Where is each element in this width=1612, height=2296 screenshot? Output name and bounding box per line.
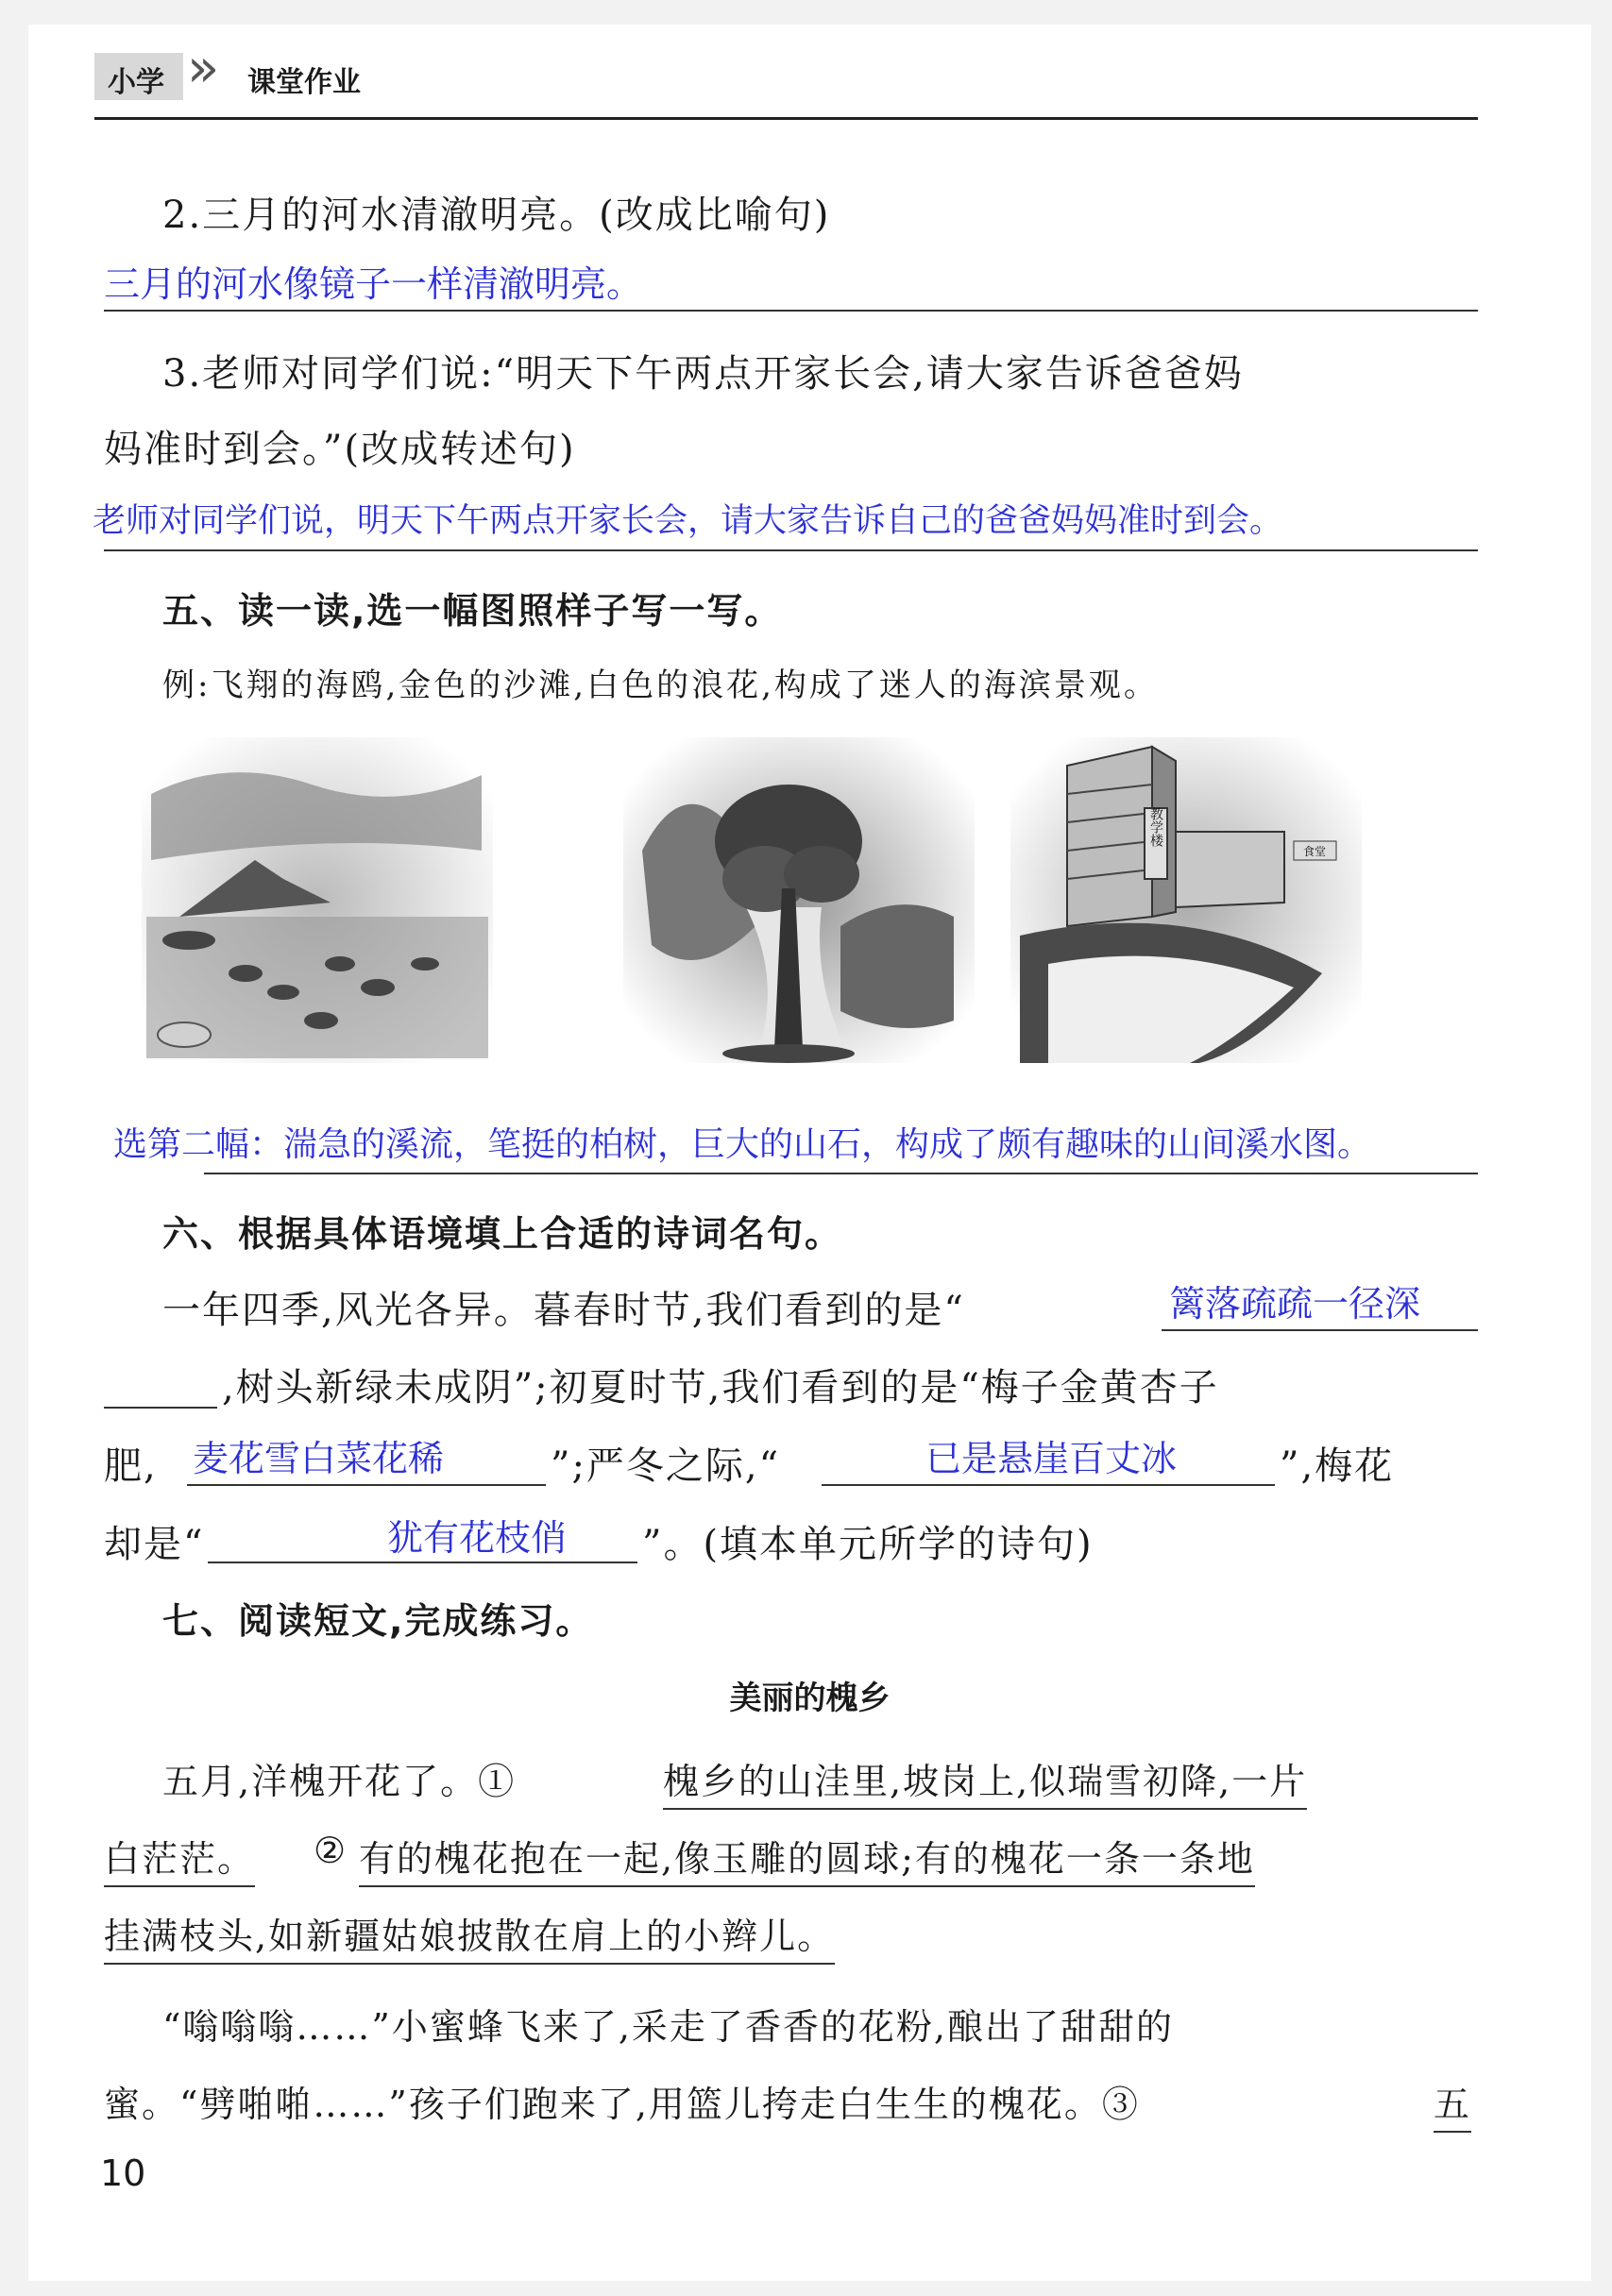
- section6-line1: 一年四季,风光各异。暮春时节,我们看到的是“: [162, 1289, 965, 1332]
- passage-sentence2: 有的槐花抱在一起,像玉雕的圆球;有的槐花一条一条地: [359, 1830, 1255, 1887]
- header-tag-text: 小学: [108, 66, 164, 99]
- passage-sentence1-end: 白茫茫。: [104, 1830, 255, 1887]
- section6-answer3: 已是悬崖百丈冰: [925, 1438, 1178, 1479]
- q3-answer-line: [104, 549, 1478, 551]
- section5-answer: 选第二幅：湍急的溪流，笔挺的柏树，巨大的山石，构成了颇有趣味的山间溪水图。: [113, 1125, 1372, 1164]
- q2-prompt: 2.三月的河水清澈明亮。(改成比喻句): [162, 194, 831, 237]
- section6-answer2: 麦花雪白菜花稀: [193, 1438, 445, 1479]
- section6-answer4: 犹有花枝俏: [387, 1517, 568, 1559]
- page-number: 10: [100, 2152, 146, 2194]
- passage-sentence1: 槐乡的山洼里,坡岗上,似瑞雪初降,一片: [663, 1752, 1307, 1810]
- section7-heading: 七、阅读短文,完成练习。: [162, 1600, 594, 1642]
- section6-blank1-cont: [104, 1407, 217, 1409]
- q2-answer: 三月的河水像镜子一样清澈明亮。: [104, 263, 643, 305]
- section6-heading: 六、根据具体语境填上合适的诗词名句。: [162, 1213, 843, 1255]
- header-title: 课堂作业: [247, 66, 361, 99]
- section6-line3-end: ”,梅花: [1280, 1444, 1395, 1488]
- q3-prompt-line1: 3.老师对同学们说:“明天下午两点开家长会,请大家告诉爸爸妈: [162, 352, 1244, 396]
- header-rule: [94, 117, 1478, 120]
- q3-prompt-line2: 妈准时到会。”(改成转述句): [104, 428, 576, 471]
- worksheet-page: [28, 25, 1591, 2281]
- section6-answer1: 篱落疏疏一径深: [1169, 1283, 1421, 1325]
- header-chevron-icon: »: [187, 38, 220, 99]
- section6-blank1: [1162, 1329, 1478, 1331]
- section5-heading: 五、读一读,选一幅图照样子写一写。: [162, 590, 783, 632]
- section6-line4-end: ”。(填本单元所学的诗句): [642, 1523, 1094, 1566]
- section6-line3-start: 肥,: [104, 1444, 158, 1488]
- section6-blank2: [187, 1484, 546, 1486]
- grassland-sheep-illustration: [142, 737, 493, 1063]
- passage-p2-line2: 蜜。“劈啪啪……”孩子们跑来了,用篮儿挎走白生生的槐花。③: [104, 2084, 1140, 2125]
- passage-p1-start: 五月,洋槐开花了。①: [162, 1761, 517, 1802]
- section6-line4-start: 却是“: [104, 1523, 205, 1566]
- passage-title: 美丽的槐乡: [729, 1680, 891, 1717]
- passage-marker2: ②: [314, 1830, 348, 1871]
- school-building-illustration: [1010, 737, 1362, 1063]
- building-sign: 教学楼: [1148, 807, 1163, 847]
- canteen-sign: 食堂: [1302, 845, 1327, 858]
- section6-blank3: [822, 1484, 1275, 1486]
- section6-line2: ,树头新绿未成阴”;初夏时节,我们看到的是“梅子金黄杏子: [222, 1366, 1219, 1410]
- passage-sentence3-start: 五: [1434, 2075, 1471, 2133]
- q3-answer: 老师对同学们说，明天下午两点开家长会，请大家告诉自己的爸爸妈妈准时到会。: [93, 502, 1283, 540]
- q2-answer-line: [104, 310, 1478, 312]
- passage-sentence2-end: 挂满枝头,如新疆姑娘披散在肩上的小辫儿。: [104, 1907, 835, 1965]
- section5-example: 例:飞翔的海鸥,金色的沙滩,白色的浪花,构成了迷人的海滨景观。: [162, 667, 1159, 704]
- section6-line3-mid: ”;严冬之际,“: [551, 1444, 781, 1488]
- section5-answer-line: [204, 1173, 1478, 1174]
- header-tag: [94, 53, 183, 100]
- mountain-stream-illustration: [623, 737, 975, 1063]
- section6-blank4: [208, 1562, 637, 1563]
- passage-p2-line1: “嗡嗡嗡……”小蜜蜂飞来了,采走了香香的花粉,酿出了甜甜的: [162, 2006, 1175, 2048]
